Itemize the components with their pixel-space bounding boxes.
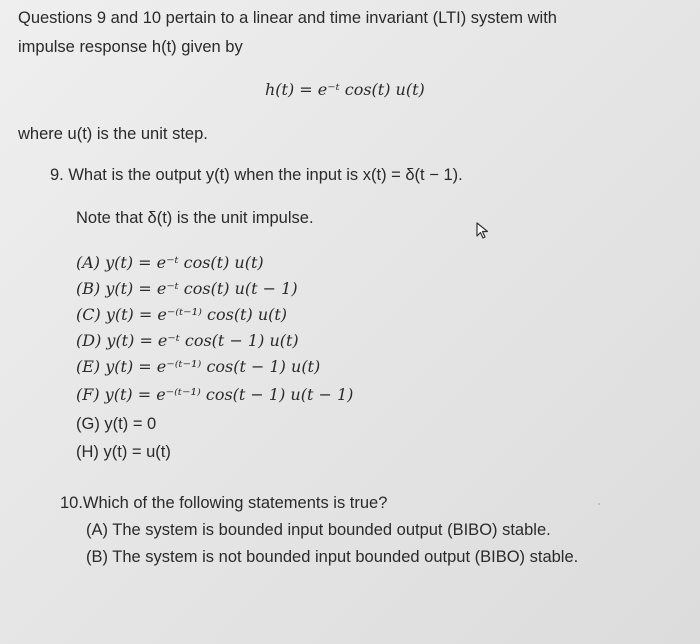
q9-option-c: (C) y(t) = e⁻⁽ᵗ⁻¹⁾ cos(t) u(t) xyxy=(76,305,288,324)
q9-option-f: (F) y(t) = e⁻⁽ᵗ⁻¹⁾ cos(t − 1) u(t − 1) xyxy=(76,385,354,404)
impulse-response-equation: h(t) = e⁻ᵗ cos(t) u(t) xyxy=(265,80,425,99)
q9-option-d: (D) y(t) = e⁻ᵗ cos(t − 1) u(t) xyxy=(76,331,299,350)
paper-speck xyxy=(598,503,600,505)
q10-option-b: (B) The system is not bounded input bounded output (BIBO) stable. xyxy=(86,548,579,566)
mouse-pointer-icon xyxy=(473,220,493,240)
q9-option-a: (A) y(t) = e⁻ᵗ cos(t) u(t) xyxy=(76,253,264,272)
unit-impulse-note: Note that δ(t) is the unit impulse. xyxy=(76,209,314,227)
intro-line-2: impulse response h(t) given by xyxy=(18,38,243,56)
q9-option-g: (G) y(t) = 0 xyxy=(76,415,157,433)
question-9: 9. What is the output y(t) when the input is x(t) = δ(t − 1). xyxy=(50,166,463,184)
intro-line-1: Questions 9 and 10 pertain to a linear and time invariant (LTI) system with xyxy=(18,9,557,27)
q9-option-h: (H) y(t) = u(t) xyxy=(76,443,171,461)
q10-option-a: (A) The system is bounded input bounded output (BIBO) stable. xyxy=(86,521,551,539)
q9-option-e: (E) y(t) = e⁻⁽ᵗ⁻¹⁾ cos(t − 1) u(t) xyxy=(76,357,321,376)
q9-option-b: (B) y(t) = e⁻ᵗ cos(t) u(t − 1) xyxy=(76,279,298,298)
question-10: 10.Which of the following statements is true? xyxy=(60,494,388,512)
unit-step-note: where u(t) is the unit step. xyxy=(18,125,208,143)
